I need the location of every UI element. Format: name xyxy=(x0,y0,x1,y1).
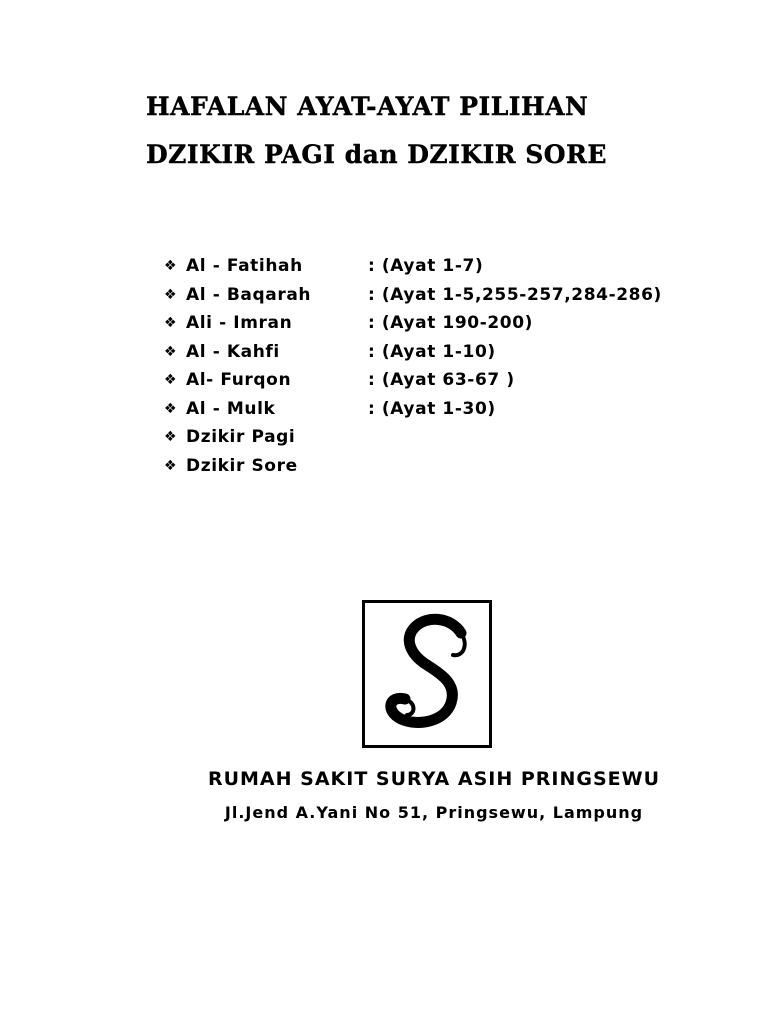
verse-range: : (Ayat 63-67 ) xyxy=(368,370,515,391)
surah-name: Al - Baqarah xyxy=(186,284,312,305)
dzikir-name: Dzikir Sore xyxy=(186,455,298,476)
surah-name: Al - Fatihah xyxy=(186,256,303,277)
document-title-line-2: DZIKIR PAGI dan DZIKIR SORE xyxy=(146,140,607,169)
diamond-bullet-icon: ❖ xyxy=(164,315,178,332)
list-item xyxy=(164,252,662,281)
script-s-logo-icon xyxy=(365,603,489,745)
list-item xyxy=(164,366,662,395)
diamond-bullet-icon: ❖ xyxy=(164,457,178,474)
list-item xyxy=(164,338,662,367)
dzikir-name: Dzikir Pagi xyxy=(186,427,296,448)
diamond-bullet-icon: ❖ xyxy=(164,429,178,446)
surah-list xyxy=(164,252,662,480)
diamond-bullet-icon: ❖ xyxy=(164,400,178,417)
hospital-logo xyxy=(362,600,492,748)
verse-range: : (Ayat 1-7) xyxy=(368,256,484,277)
list-item xyxy=(164,309,662,338)
diamond-bullet-icon: ❖ xyxy=(164,343,178,360)
surah-name: Al - Kahfi xyxy=(186,341,280,362)
list-item xyxy=(164,452,662,481)
diamond-bullet-icon: ❖ xyxy=(164,258,178,275)
surah-name: Al - Mulk xyxy=(186,398,276,419)
list-item xyxy=(164,423,662,452)
verse-range: : (Ayat 1-30) xyxy=(368,398,496,419)
list-item xyxy=(164,395,662,424)
diamond-bullet-icon: ❖ xyxy=(164,372,178,389)
verse-range: : (Ayat 1-5,255-257,284-286) xyxy=(368,284,662,305)
hospital-address: Jl.Jend A.Yani No 51, Pringsewu, Lampung xyxy=(224,803,644,822)
list-item xyxy=(164,281,662,310)
surah-name: Al- Furqon xyxy=(186,370,292,391)
diamond-bullet-icon: ❖ xyxy=(164,286,178,303)
document-title-line-1: HAFALAN AYAT-AYAT PILIHAN xyxy=(146,92,589,121)
verse-range: : (Ayat 190-200) xyxy=(368,313,534,334)
surah-name: Ali - Imran xyxy=(186,313,293,334)
hospital-name: RUMAH SAKIT SURYA ASIH PRINGSEWU xyxy=(207,768,661,790)
verse-range: : (Ayat 1-10) xyxy=(368,341,496,362)
